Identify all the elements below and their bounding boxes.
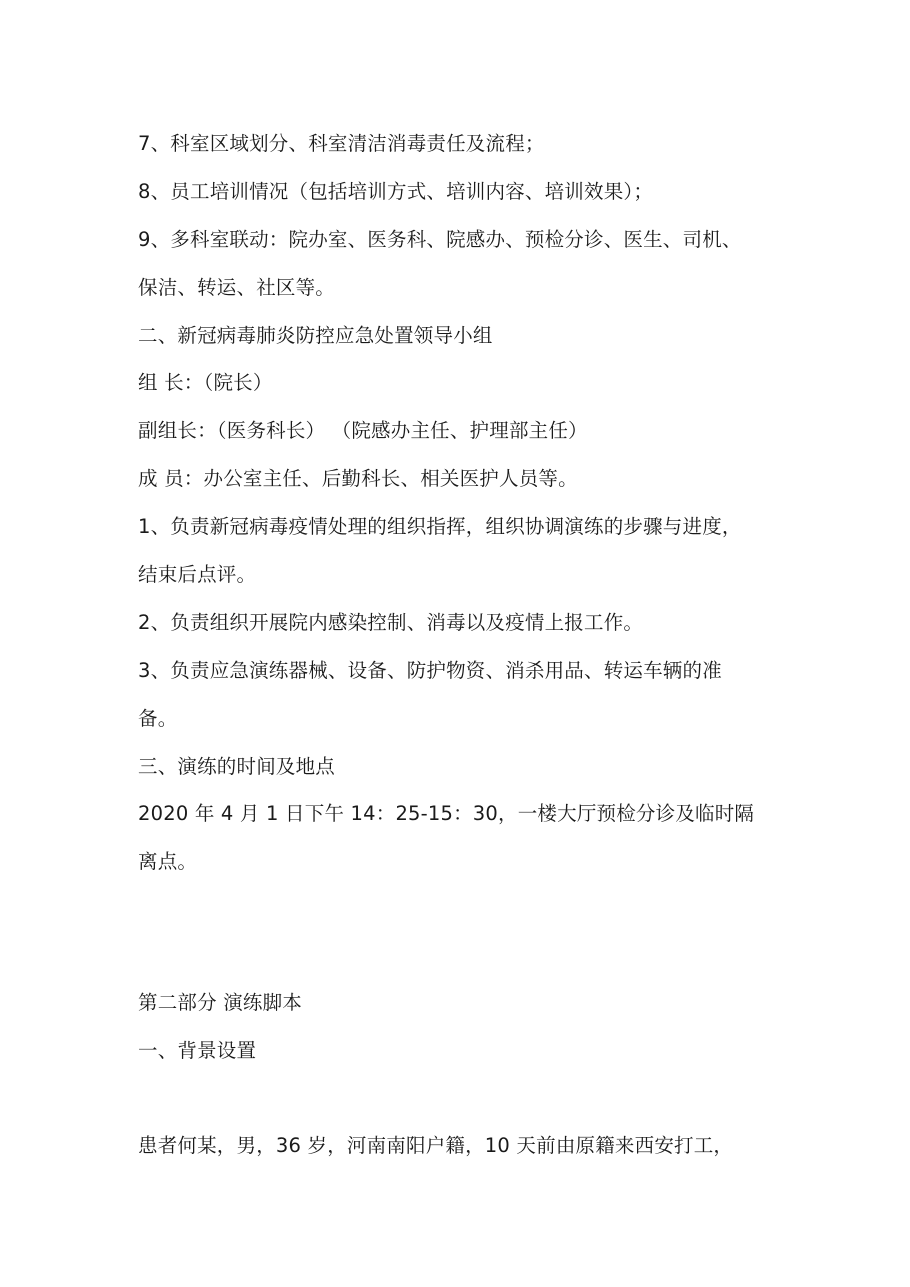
text-line-duty-1: 1、负责新冠病毒疫情处理的组织指挥，组织协调演练的步骤与进度， — [138, 515, 742, 538]
text-line-item-7: 7、科室区域划分、科室清洁消毒责任及流程； — [138, 132, 545, 155]
text-line-deputy-leader: 副组长：（医务科长） （院感办主任、护理部主任） — [138, 419, 588, 442]
text-line-item-9-cont: 保洁、转运、社区等。 — [138, 276, 336, 299]
text-line-duty-3-cont: 备。 — [138, 707, 178, 730]
section-heading-leadership: 二、新冠病毒肺炎防控应急处置领导小组 — [138, 324, 493, 347]
text-line-time-place: 2020 年 4 月 1 日下午 14：25-15：30，一楼大厅预检分诊及临时隔 — [138, 802, 755, 825]
text-line-members: 成 员：办公室主任、后勤科长、相关医护人员等。 — [138, 467, 578, 490]
text-line-time-place-cont: 离点。 — [138, 850, 198, 873]
text-line-item-9: 9、多科室联动：院办室、医务科、院感办、预检分诊、医生、司机、 — [138, 228, 742, 251]
section-heading-time-place: 三、演练的时间及地点 — [138, 755, 336, 778]
text-line-item-8: 8、员工培训情况（包括培训方式、培训内容、培训效果）； — [138, 180, 654, 203]
section-heading-background: 一、背景设置 — [138, 1039, 257, 1062]
text-line-duty-1-cont: 结束后点评。 — [138, 563, 257, 586]
text-line-leader: 组 长：（院长） — [138, 371, 273, 394]
text-line-duty-2: 2、负责组织开展院内感染控制、消毒以及疫情上报工作。 — [138, 611, 644, 634]
text-line-duty-3: 3、负责应急演练器械、设备、防护物资、消杀用品、转运车辆的准 — [138, 659, 722, 682]
part-heading-script: 第二部分 演练脚本 — [138, 991, 302, 1014]
text-line-patient: 患者何某，男，36 岁，河南南阳户籍，10 天前由原籍来西安打工， — [138, 1134, 734, 1157]
